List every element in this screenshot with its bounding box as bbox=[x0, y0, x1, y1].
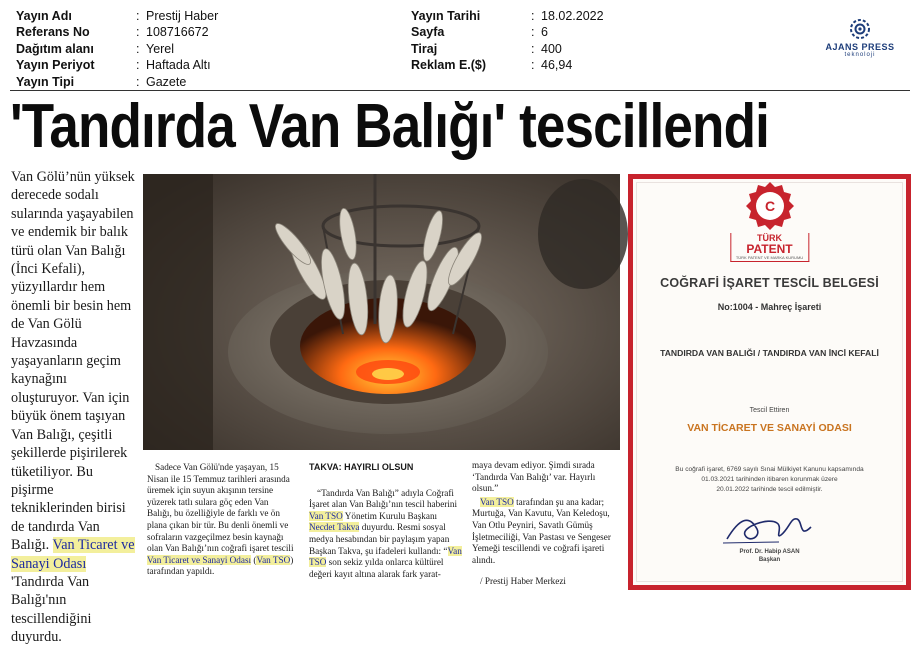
highlight-van-tso: Van TSO bbox=[309, 545, 462, 568]
geographical-indication-certificate bbox=[628, 174, 911, 590]
certificate-title: COĞRAFİ İŞARET TESCİL BELGESİ bbox=[660, 276, 879, 290]
highlight-van-tso: Van TSO bbox=[309, 510, 343, 521]
lead-highlight: Van Ticaret ve Sanayi Odası bbox=[11, 537, 135, 572]
lead-text: Van Gölü’nün yüksek derecede sodalı sularında yaşayabilen ve endemik bir balık türü olan Van Balığı (İnci Kefali), yüzyıllardır hem önemli bir besin hem de Van Gölü Havzasında yaşayanların geçim kaynağını oluşturuyor. Van için büyük önem taşıyan Van Balığı, çeşitli şekillerde pişirilerek tüketiliyor. Bu pişirme tekniklerinden birisi de tandırda Van Balığı. bbox=[11, 169, 135, 554]
subheading: TAKVA: HAYIRLI OLSUN bbox=[309, 462, 414, 472]
certificate-law-text: Bu coğrafi işaret, 6769 sayılı Sınai Mülkiyet Kanunu kapsamında 01.03.2021 tarihinden itibaren korunmak üzere 20.01.2022 tarihinde tescil edilmiştir. bbox=[675, 466, 864, 493]
highlight-van-tso: Van TSO bbox=[256, 554, 291, 565]
ajans-press-logo bbox=[806, 18, 914, 58]
highlight-necdet-takva: Necdet Takva bbox=[309, 522, 360, 533]
lead-paragraph bbox=[11, 168, 137, 647]
meta-row: Reklam E.($) : 46,94 bbox=[411, 58, 573, 73]
column-3-paragraph: Van TSO tarafından şu ana kadar; Murtuğa, Van Kavutu, Van Keledoşu, Van Otlu Peyniri, Savatlı Gümüş İşletmeciliği, Van Pastası ve Sengeser Yemeği tescillendi ve coğrafi işareti alındı. bbox=[472, 496, 611, 565]
certificate-number: No:1004 - Mahreç İşareti bbox=[717, 302, 822, 312]
tandir-photo-illustration bbox=[143, 174, 620, 450]
meta-row: Sayfa : 6 bbox=[411, 25, 548, 40]
meta-row: Tiraj : 400 bbox=[411, 41, 562, 56]
signature-icon bbox=[719, 509, 819, 549]
tandir-fish-photo bbox=[143, 174, 620, 450]
meta-left-column bbox=[16, 8, 218, 90]
meta-right-column bbox=[411, 8, 604, 74]
meta-row: Yayın Tipi : Gazete bbox=[16, 74, 187, 89]
ajans-press-mark-icon bbox=[849, 18, 871, 40]
highlight-van-tso-full: Van Ticaret ve Sanayi Odası bbox=[147, 554, 252, 565]
article-column-3 bbox=[472, 460, 620, 588]
turk-patent-logo: TÜRK PATENT TÜRK PATENT VE MARKA KURUMU bbox=[730, 233, 809, 262]
certificate-registered-by-label: Tescil Ettiren bbox=[749, 407, 790, 414]
article-column-2 bbox=[309, 460, 463, 580]
article-headline: 'Tandırda Van Balığı' tescillendi bbox=[10, 92, 769, 161]
article-column-1: Sadece Van Gölü'nde yaşayan, 15 Nisan ile 15 Temmuz tarihleri arasında üremek için suyun akışının tersine yüzerek tatlı sulara göç eden Van Balığı, bu özelliğiyle de farklı ve ön plana çıkan bir tür. Bu denli önemli ve sofraların vazgeçilmez besin kaynağı olan Van Balığı’nın coğrafi işaret tescili Van Ticaret ve Sanayi Odası (Van TSO) tarafından yapıldı. bbox=[147, 462, 294, 577]
header-divider bbox=[10, 90, 910, 91]
certificate-signer: Prof. Dr. Habip ASAN Başkan bbox=[739, 549, 800, 563]
article-byline: / Prestij Haber Merkezi bbox=[480, 576, 566, 587]
meta-row: Referans No : 108716672 bbox=[16, 25, 209, 40]
meta-row: Yayın Periyot : Haftada Altı bbox=[16, 58, 211, 73]
svg-text:C: C bbox=[764, 198, 775, 214]
logo-name: AJANS PRESS bbox=[825, 42, 895, 52]
column-2-text: “Tandırda Van Balığı” adıyla Coğrafi İşaret alan Van Balığı’nın tescil haberini Van TSO Yönetim Kurulu Başkanı Necdet Takva duyurdu. Resmi sosyal medya hesabından bir paylaşım yapan Başkan Takva, şu ifadeleri kullandı: “Van TSO son sekiz yılda onlarca kültürel değeri kayıt altına alarak fark yarat- bbox=[309, 487, 462, 579]
meta-row: Yayın Tarihi : 18.02.2022 bbox=[411, 9, 604, 23]
logo-tagline: teknoloji bbox=[844, 52, 876, 58]
lead-text-end: 'Tandırda Van Balığı'nın tescillendiğini duyurdu. bbox=[11, 573, 92, 646]
certificate-organization: VAN TİCARET VE SANAYİ ODASI bbox=[687, 422, 852, 434]
meta-row: Dağıtım alanı : Yerel bbox=[16, 41, 175, 56]
certificate-product: TANDIRDA VAN BALIĞI / TANDIRDA VAN İNCİ KEFALİ bbox=[660, 348, 879, 358]
column-3-text: maya devam ediyor. Şimdi sırada ‘Tandırda Van Balığı’ var. Hayırlı olsun.” bbox=[472, 460, 596, 494]
patent-seal-icon bbox=[745, 181, 795, 231]
highlight-van-tso: Van TSO bbox=[480, 496, 514, 507]
meta-row: Yayın Adı : Prestij Haber bbox=[16, 9, 219, 23]
